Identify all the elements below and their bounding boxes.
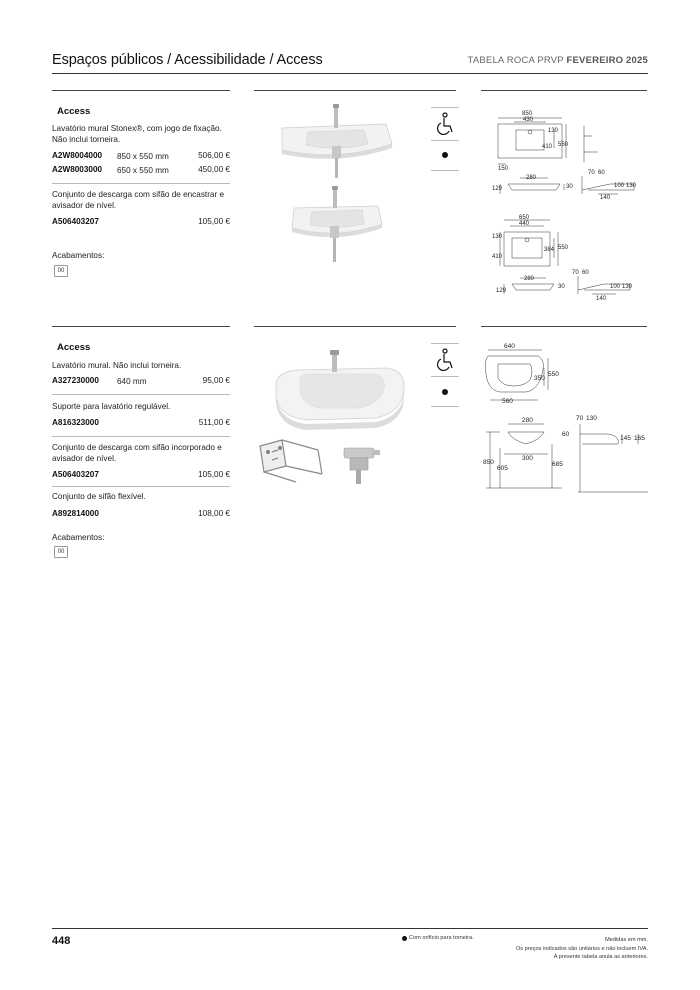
dim-label: 350 (534, 375, 545, 382)
dim-label: 384 (544, 247, 555, 253)
dimension-labels-2 (483, 343, 645, 472)
section-rule (52, 90, 230, 91)
siphon-price: 108,00 € (198, 509, 230, 518)
product-price: 95,00 € (202, 376, 230, 385)
product-code: A2W8004000 (52, 151, 103, 160)
dim-label: 70 (576, 415, 584, 422)
icon-divider (431, 170, 459, 171)
dim-label: 850 (483, 459, 494, 466)
dim-label: 130 (492, 234, 503, 240)
product-description: Lavatório mural. Não inclui torneira. (52, 361, 182, 370)
dim-label: 165 (634, 435, 645, 442)
siphon-description: Conjunto de sifão flexível. (52, 492, 146, 501)
drain-code: A506403207 (52, 470, 99, 479)
technical-drawing-2 (478, 340, 650, 500)
product-description: Lavatório mural Stonex®, com jogo de fixação. Não inclui torneira. (52, 124, 222, 144)
dim-label: 280 (522, 417, 533, 424)
dim-label: 130 (586, 415, 597, 422)
dim-label: 100 (610, 284, 621, 290)
dim-label: 140 (600, 195, 611, 201)
icon-divider (431, 343, 459, 344)
dim-label: 70 (588, 170, 595, 176)
technical-drawing-1 (490, 106, 650, 306)
support-price: 511,00 € (198, 418, 230, 427)
accessory-description: Conjunto de descarga com sifão de encastrar e avisador de nível. (52, 190, 225, 210)
dim-label: 150 (498, 166, 509, 172)
washbasin-medium-image (292, 186, 382, 262)
finish-swatch: 00 (54, 265, 68, 277)
dim-label: 410 (542, 144, 553, 150)
dim-label: 300 (522, 455, 533, 462)
dim-label: 280 (526, 175, 537, 181)
icon-divider (431, 140, 459, 141)
header-rule (52, 73, 648, 74)
wheelchair-icon (435, 112, 455, 136)
dim-label: 850 (522, 111, 533, 117)
support-frame-image (260, 440, 322, 482)
row-divider (52, 183, 230, 184)
section-title: Access (57, 342, 91, 353)
dim-label: 30 (566, 184, 573, 190)
section-rule (254, 90, 456, 91)
icon-divider (431, 376, 459, 377)
footer-note: Medidas em mm. (605, 937, 648, 943)
dim-label: 130 (626, 183, 637, 189)
dim-label: 430 (523, 117, 534, 123)
section-rule (481, 326, 647, 327)
footer-rule (52, 928, 648, 929)
support-description: Suporte para lavatório regulável. (52, 402, 171, 411)
finish-swatch: 00 (54, 546, 68, 558)
dim-label: 605 (497, 465, 508, 472)
footer-legend: Com orifício para torneira. (402, 935, 474, 941)
washbasin-images (268, 100, 408, 270)
dim-label: 60 (582, 270, 589, 276)
dim-label: 129 (496, 288, 507, 294)
finishes-label: Acabamentos: (52, 251, 105, 260)
dim-label: 410 (492, 254, 503, 260)
page-number: 448 (52, 935, 71, 947)
product-price: 506,00 € (198, 151, 230, 160)
dot-icon (442, 152, 448, 158)
product-code: A327230000 (52, 376, 99, 385)
washbasin-large-image (282, 104, 392, 178)
header-edition: TABELA ROCA PRVP FEVEREIRO 2025 (467, 55, 648, 66)
dim-label: 129 (492, 186, 503, 192)
dim-label: 130 (622, 284, 633, 290)
section-rule (254, 326, 456, 327)
siphon-code: A892814000 (52, 509, 99, 518)
dim-label: 560 (502, 398, 513, 405)
dim-label: 640 (504, 343, 515, 350)
dim-label: 550 (558, 245, 569, 251)
page-title: Espaços públicos / Acessibilidade / Access (52, 52, 323, 68)
product-price: 450,00 € (198, 165, 230, 174)
row-divider (52, 394, 230, 395)
dim-label: 30 (558, 284, 565, 290)
product-images-2 (256, 340, 446, 490)
dot-icon (442, 389, 448, 395)
section-rule (481, 90, 647, 91)
section-rule (52, 326, 230, 327)
product-size: 850 x 550 mm (117, 152, 169, 161)
footer-note: Os preços indicados são unitários e não incluem IVA. (515, 945, 648, 952)
dim-label: 100 (614, 183, 625, 189)
dot-icon (402, 936, 407, 941)
accessory-price: 105,00 € (198, 217, 230, 226)
dim-label: 550 (548, 371, 559, 378)
accessory-code: A506403207 (52, 217, 99, 226)
row-divider (52, 486, 230, 487)
drain-description: Conjunto de descarga com sifão incorporado e avisador de nível. (52, 443, 222, 463)
footer-note: A presente tabela anula as anteriores. (553, 954, 648, 960)
dim-label: 650 (519, 215, 530, 221)
wheelchair-icon (435, 348, 455, 372)
dim-label: 685 (552, 461, 563, 468)
siphon-image (344, 448, 380, 484)
dim-label: 280 (524, 276, 535, 282)
dim-label: 60 (562, 431, 570, 438)
dim-label: 145 (620, 435, 631, 442)
product-size: 650 x 550 mm (117, 166, 169, 175)
dim-label: 70 (572, 270, 579, 276)
row-divider (52, 436, 230, 437)
finishes-label: Acabamentos: (52, 533, 105, 542)
dimension-labels-1 (492, 111, 637, 302)
dim-label: 440 (519, 221, 530, 227)
section-title: Access (57, 106, 91, 117)
dim-label: 550 (558, 142, 569, 148)
footer-notes (516, 936, 648, 962)
product-code: A2W8003000 (52, 165, 103, 174)
drain-price: 105,00 € (198, 470, 230, 479)
icon-divider (431, 107, 459, 108)
icon-divider (431, 406, 459, 407)
support-code: A816323000 (52, 418, 99, 427)
product-size: 640 mm (117, 377, 147, 386)
washbasin-access-image (276, 350, 404, 430)
dim-label: 60 (598, 170, 605, 176)
dim-label: 130 (548, 128, 559, 134)
dim-label: 140 (596, 296, 607, 302)
